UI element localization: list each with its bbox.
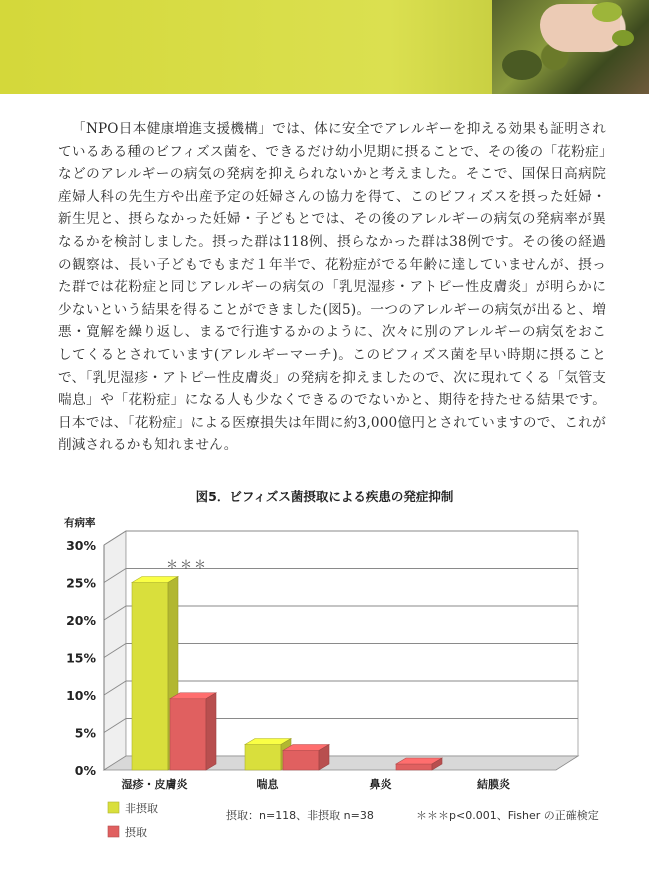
bar-non-intake bbox=[132, 583, 168, 771]
bar-non-intake bbox=[245, 745, 281, 771]
legend-label: 非摂取 bbox=[125, 802, 158, 815]
category-label: 結膜炎 bbox=[477, 778, 510, 791]
category-label: 喘息 bbox=[256, 778, 279, 791]
chart-title: 図5．ビフィズス菌摂取による疾患の発症抑制 bbox=[195, 489, 454, 504]
statistics-note: ＊＊＊p<0.001、Fisher の正確検定 bbox=[416, 809, 599, 822]
category-label: 鼻炎 bbox=[369, 778, 392, 791]
y-tick-label: 15% bbox=[66, 650, 96, 666]
y-tick-label: 0% bbox=[74, 763, 96, 778]
category-label: 湿疹・皮膚炎 bbox=[121, 778, 188, 791]
significance-marker: ＊＊＊ bbox=[166, 557, 209, 572]
y-axis-label: 有病率 bbox=[64, 517, 96, 529]
bar-side bbox=[206, 693, 216, 770]
bar-intake bbox=[170, 699, 206, 770]
legend-swatch bbox=[108, 826, 119, 837]
y-tick-label: 10% bbox=[66, 688, 96, 703]
y-tick-label: 20% bbox=[66, 613, 96, 628]
legend-swatch bbox=[108, 802, 119, 813]
article-paragraph: 「NPO日本健康増進支援機構」では、体に安全でアレルギーを抑える効果も証明されているある種のビフィズス菌を、できるだけ幼小児期に摂ることで、その後の「花粉症」などのアレルギーの病気の発病を抑えられないかと考えました。そこで、国保日高病院産婦人科の先生方や出産予定の妊婦さんの協力を得て、このビフィズスを摂った妊婦・新生児と、摂らなかった妊婦・子どもとでは、その後のアレルギーの病気の発病率が異なるかを検討しました。摂った群は118例、摂らなかった群は38例です。その後の経過の観察は、長い子どもでもまだ１年半で、花粉症がでる年齢に達していませんが、摂った群では花粉症と同じアレルギーの病気の「乳児湿疹・アトピー性皮膚炎」が明らかに少ないという結果を得ることができました(図5)。一つのアレルギーの病気が出ると、増悪・寛解を繰り返し、まるで行進するかのように、次々に別のアレルギーの病気をおこしてくるとされています(アレルギーマーチ)。このビフィズス菌を早い時期に摂ることで、「乳児湿疹・アトピー性皮膚炎」の発病を抑えましたので、次に現れてくる「気管支喘息」や「花粉症」になる人も少なくできるのでないかと、期待を持たせる結果です。日本では、「花粉症」による医療損失は年間に約3,000億円とされていますので、これが削減されるかも知れません。 bbox=[58, 121, 606, 454]
sample-size-note: 摂取：n=118、非摂取 n=38 bbox=[226, 809, 374, 822]
y-tick-label: 25% bbox=[66, 575, 96, 591]
legend-label: 摂取 bbox=[125, 826, 147, 839]
bar-intake bbox=[396, 764, 432, 770]
y-tick-label: 30% bbox=[66, 538, 96, 553]
y-tick-label: 5% bbox=[74, 725, 96, 741]
bar-intake bbox=[283, 751, 319, 771]
